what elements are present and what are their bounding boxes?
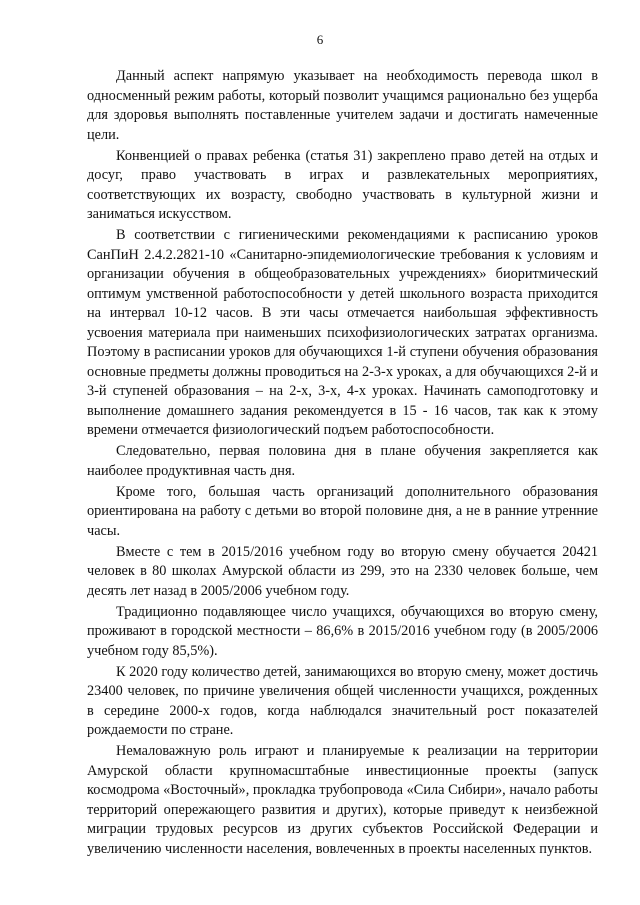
paragraph: Вместе с тем в 2015/2016 учебном году во вторую смену обучается 20421 человек в 80 школах Амурской области из 299, это на 2330 человек больше, чем десять лет назад в 2005/2006 учебном году. [87, 543, 598, 599]
page-number: 6 [316, 32, 324, 47]
paragraph: Следовательно, первая половина дня в плане обучения закрепляется как наиболее продуктивная часть дня. [87, 443, 598, 479]
paragraph: Данный аспект напрямую указывает на необходимость перевода школ в односменный режим работы, который позволит учащимся рационально без ущерба для здоровья выполнять поставленные учителем задачи и достигать намеченные цели. [87, 68, 598, 143]
paragraph: В соответствии с гигиеническими рекомендациями к расписанию уроков СанПиН 2.4.2.2821-10 «Санитарно-эпидемиологические требования к условиям и организации обучения в общеобразовательных учреждениях» биоритмический оптимум умственной работоспособности у детей школьного возраста приходится на интервал 10-12 часов. В эти часы отмечается наибольшая эффективность усвоения материала при наименьших психофизиологических затратах организма. Поэтому в расписании уроков для обучающихся 1-й ступени обучения образования основные предметы должны проводиться на 2-3-х уроках, а для обучающихся 2-й и 3-й ступеней образования – на 2-х, 3-х, 4-х уроках. Начинать самоподготовку и выполнение домашнего задания рекомендуется в 15 - 16 часов, так как к этому времени отмечается физиологический подъем работоспособности. [87, 227, 598, 438]
paragraph: Кроме того, большая часть организаций дополнительного образования ориентирована на работу с детьми во второй половине дня, а не в ранние утренние часы. [87, 483, 598, 539]
paragraph: Конвенцией о правах ребенка (статья 31) закреплено право детей на отдых и досуг, право участвовать в играх и развлекательных мероприятиях, соответствующих их возрасту, свободно участвовать в культурной жизни и заниматься искусством. [87, 147, 598, 222]
body-text [87, 67, 598, 861]
paragraph: Традиционно подавляющее число учащихся, обучающихся во вторую смену, проживают в городской местности – 86,6% в 2015/2016 учебном году (в 2005/2006 учебном году 85,5%). [87, 603, 598, 659]
paragraph: К 2020 году количество детей, занимающихся во вторую смену, может достичь 23400 человек, по причине увеличения общей численности учащихся, рожденных в середине 2000-х годов, когда наблюдался значительный рост показателей рождаемости по стране. [87, 663, 598, 738]
paragraph: Немаловажную роль играют и планируемые к реализации на территории Амурской области крупномасштабные инвестиционные проекты (запуск космодрома «Восточный», прокладка трубопровода «Сила Сибири», начало работы территорий опережающего развития и других), которые приведут к неизбежной миграции трудовых ресурсов из других субъектов Российской Федерации и увеличению численности населения, вовлеченных в проекты населенных пунктов. [87, 743, 598, 857]
